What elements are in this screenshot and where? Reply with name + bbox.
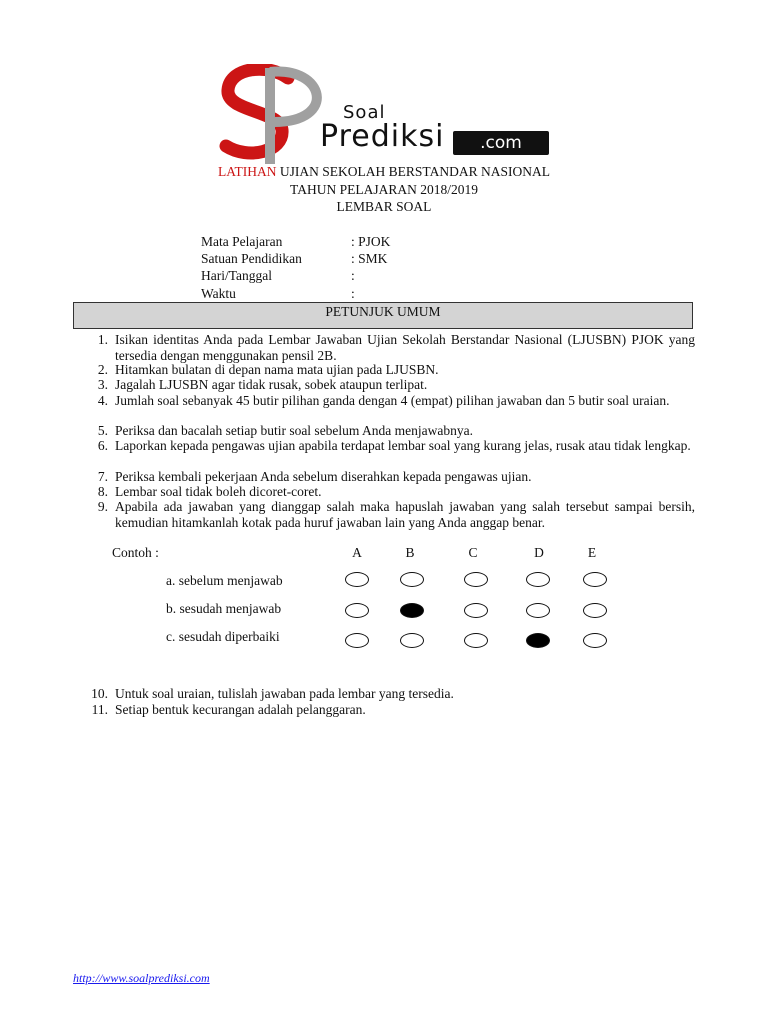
info-label-satuan-pendidikan: Satuan Pendidikan [201,251,302,266]
list-item-text: Laporkan kepada pengawas ujian apabila terdapat lembar soal yang kurang jelas, rusak atau tidak lengkap. [115,438,691,453]
answer-bubble-d [526,572,550,587]
list-item-text: Isikan identitas Anda pada Lembar Jawaban Ujian Sekolah Berstandar Nasional (LJUSBN) PJOK yang tersedia dengan menggunakan pensil 2B. [115,332,695,363]
answer-bubble-c [464,572,488,587]
list-item-number: 9. [97,499,108,514]
list-item-number: 1. [97,332,108,347]
logo-word-prediksi: Prediksi [320,119,445,154]
list-item-number: 7. [97,469,108,484]
exam-title-line-3: LEMBAR SOAL [336,199,432,214]
list-item-number: 10. [91,686,108,701]
list-item-number: 11. [91,702,108,717]
title-rest: UJIAN SEKOLAH BERSTANDAR NASIONAL [276,164,550,179]
list-item-text: Lembar soal tidak boleh dicoret-coret. [115,484,322,499]
info-value-satuan-pendidikan: : SMK [351,251,388,266]
exam-title-line-2: TAHUN PELAJARAN 2018/2019 [290,182,478,197]
answer-bubble-b [400,633,424,648]
answer-bubble-e [583,572,607,587]
info-value-waktu: : [351,286,355,301]
example-column-b: B [405,545,415,560]
example-row-label: a. sebelum menjawab [166,573,283,588]
info-value-hari-tanggal: : [351,268,355,283]
list-item-number: 5. [97,423,108,438]
answer-bubble-c [464,633,488,648]
list-item-number: 2. [97,362,108,377]
answer-bubble-d [526,603,550,618]
list-item-number: 6. [97,438,108,453]
list-item-text: Untuk soal uraian, tulislah jawaban pada lembar yang tersedia. [115,686,454,701]
example-column-d: D [534,545,544,560]
logo-word-soal: Soal [343,102,386,123]
answer-bubble-e [583,603,607,618]
footer-website-link[interactable]: http://www.soalprediksi.com [73,971,210,985]
list-item-text: Jagalah LJUSBN agar tidak rusak, sobek ataupun terlipat. [115,377,428,392]
answer-bubble-a [345,572,369,587]
info-label-mata-pelajaran: Mata Pelajaran [201,234,283,249]
example-label: Contoh : [112,545,159,560]
title-latihan: LATIHAN [218,164,277,179]
example-column-c: C [468,545,478,560]
example-column-e: E [587,545,597,560]
list-item-text: Setiap bentuk kecurangan adalah pelanggaran. [115,702,366,717]
info-value-mata-pelajaran: : PJOK [351,234,391,249]
answer-bubble-b [400,603,424,618]
list-item-number: 8. [97,484,108,499]
list-item-text: Apabila ada jawaban yang dianggap salah maka hapuslah jawaban yang salah tersebut sampai bersih, kemudian hitamkanlah kotak pada huruf jawaban lain yang Anda anggap benar. [115,499,695,530]
exam-title-line-1 [0,164,768,180]
list-item-text: Periksa dan bacalah setiap butir soal sebelum Anda menjawabnya. [115,423,474,438]
list-item-text: Hitamkan bulatan di depan nama mata ujian pada LJUSBN. [115,362,439,377]
list-item-text: Periksa kembali pekerjaan Anda sebelum diserahkan kepada pengawas ujian. [115,469,532,484]
example-row-label: c. sesudah diperbaiki [166,629,280,644]
list-item-text: Jumlah soal sebanyak 45 butir pilihan ganda dengan 4 (empat) pilihan jawaban dan 5 butir soal uraian. [115,393,670,408]
answer-bubble-e [583,633,607,648]
example-row-label: b. sesudah menjawab [166,601,282,616]
example-column-a: A [352,545,362,560]
answer-bubble-a [345,633,369,648]
answer-bubble-c [464,603,488,618]
list-item-number: 4. [97,393,108,408]
info-label-hari-tanggal: Hari/Tanggal [201,268,273,283]
answer-bubble-d [526,633,550,648]
logo-word-com: .com [453,131,549,155]
petunjuk-umum-header: PETUNJUK UMUM [73,302,693,329]
answer-bubble-a [345,603,369,618]
info-label-waktu: Waktu [201,286,236,301]
answer-bubble-b [400,572,424,587]
list-item-number: 3. [97,377,108,392]
